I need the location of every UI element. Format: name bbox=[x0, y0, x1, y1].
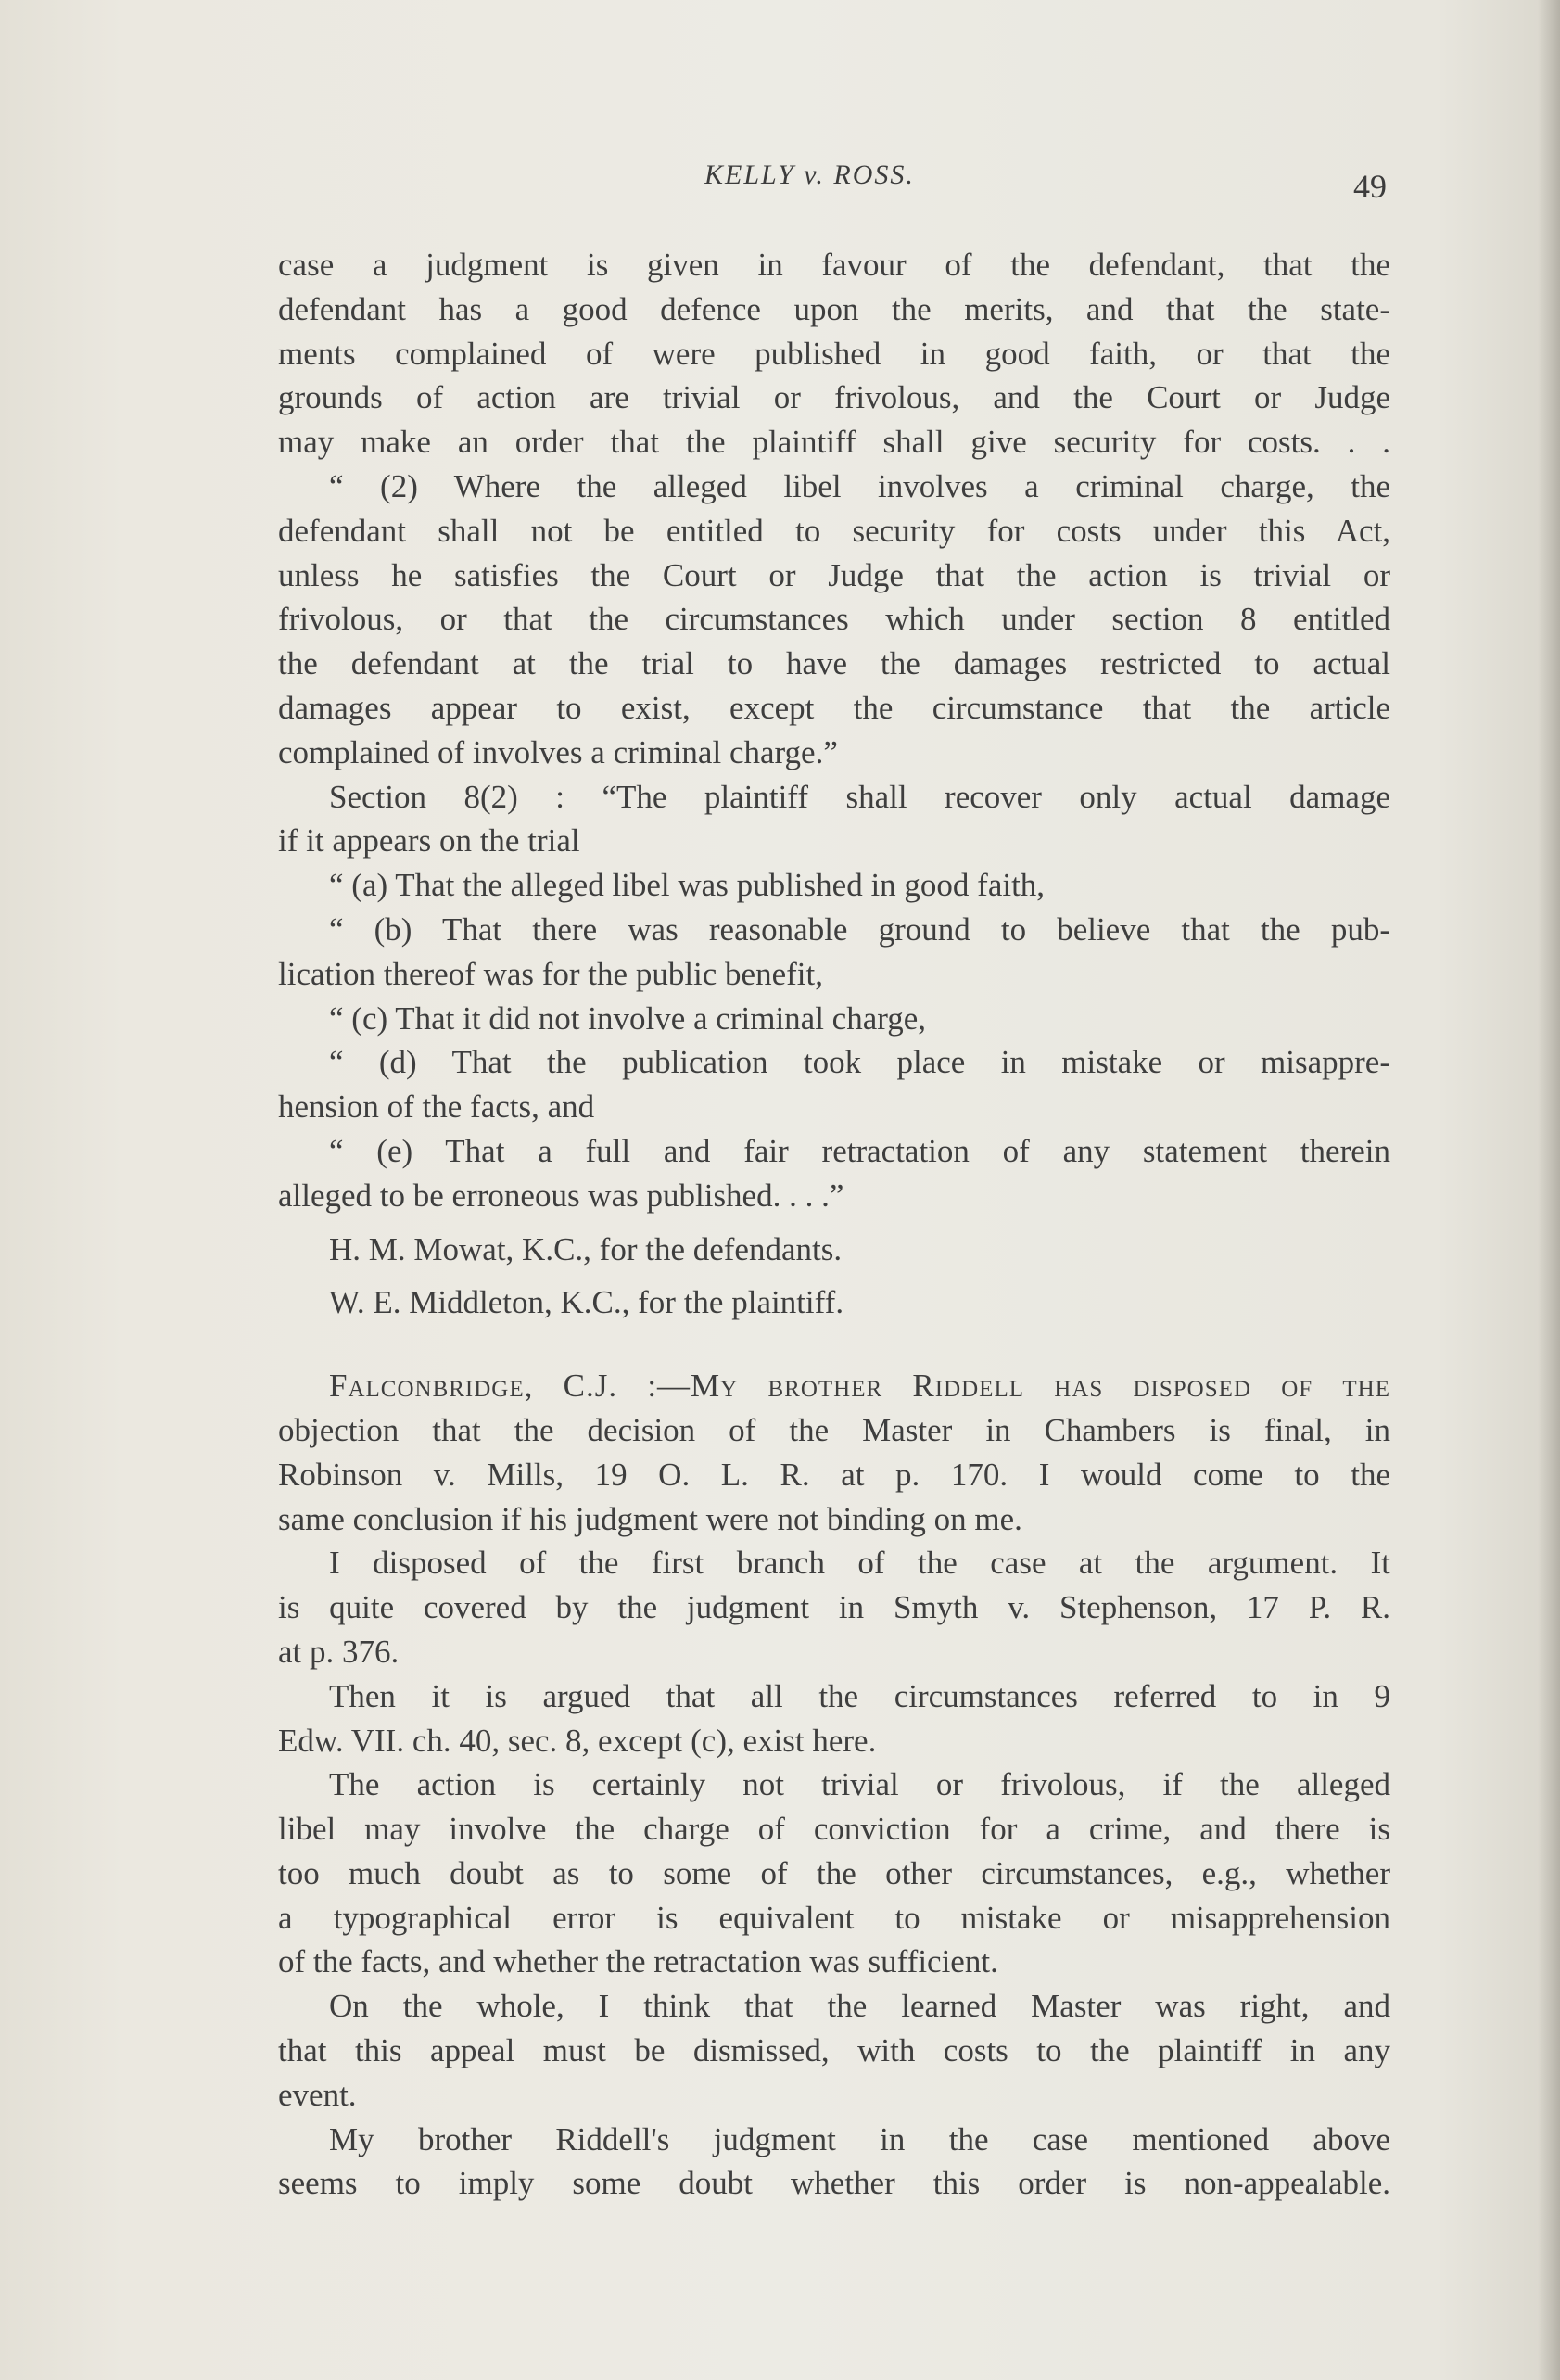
text-line: case a judgment is given in favour of the defendant, that the bbox=[278, 247, 1390, 283]
text-line: defendant shall not be entitled to security for costs under this Act, bbox=[278, 512, 1390, 549]
text-line: the defendant at the trial to have the damages restricted to actual bbox=[278, 645, 1390, 682]
text-line: My brother Riddell's judgment in the case mentioned above bbox=[329, 2120, 1390, 2157]
text-line: complained of involves a criminal charge.” bbox=[278, 733, 838, 770]
text-line: “ (c) That it did not involve a criminal charge, bbox=[329, 999, 927, 1037]
text-line: “ (d) That the publication took place in mistake or misappre- bbox=[329, 1044, 1390, 1081]
page-header bbox=[278, 148, 1390, 204]
text-line: lication thereof was for the public benefit, bbox=[278, 955, 823, 992]
text-line: alleged to be erroneous was published. . . .” bbox=[278, 1177, 844, 1214]
text-line: hension of the facts, and bbox=[278, 1088, 595, 1126]
text-line: same conclusion if his judgment were not binding on me. bbox=[278, 1500, 1022, 1537]
text-line: a typographical error is equivalent to mistake or misapprehension bbox=[278, 1899, 1390, 1936]
text-line: may make an order that the plaintiff shall give security for costs. . . bbox=[278, 424, 1390, 461]
judgment-opening-line bbox=[278, 1364, 1390, 1408]
text-line: at p. 376. bbox=[278, 1633, 400, 1670]
text-line: “ (b) That there was reasonable ground to believe that the pub- bbox=[329, 910, 1390, 948]
text-line: frivolous, or that the circumstances which under section 8 entitled bbox=[278, 601, 1390, 638]
text-line: libel may involve the charge of conviction for a crime, and there is bbox=[278, 1811, 1390, 1848]
text-line: I disposed of the first branch of the case at the argument. It bbox=[329, 1545, 1390, 1582]
text-line: defendant has a good defence upon the merits, and that the state- bbox=[278, 290, 1390, 327]
text-line: Edw. VII. ch. 40, sec. 8, except (c), exist here. bbox=[278, 1722, 877, 1759]
text-line: objection that the decision of the Master in Chambers is final, in bbox=[278, 1411, 1390, 1448]
page-body bbox=[278, 243, 1390, 2206]
text-line: grounds of action are trivial or frivolous, and the Court or Judge bbox=[278, 379, 1390, 416]
text-line: ments complained of were published in good faith, or that the bbox=[278, 335, 1390, 372]
text-line: Robinson v. Mills, 19 O. L. R. at p. 170. I would come to the bbox=[278, 1456, 1390, 1493]
running-head: KELLY v. ROSS. bbox=[704, 159, 915, 190]
page-number: 49 bbox=[1353, 168, 1387, 205]
text-line: The action is certainly not trivial or frivolous, if the alleged bbox=[329, 1766, 1390, 1803]
text-line: of the facts, and whether the retractation was sufficient. bbox=[278, 1943, 998, 1980]
page-edge-shadow bbox=[1538, 0, 1560, 2380]
text-line: “ (2) Where the alleged libel involves a criminal charge, the bbox=[329, 467, 1390, 504]
text-line: Falconbridge, C.J. :—My brother Riddell has disposed of the bbox=[329, 1368, 1390, 1405]
counsel-line: W. E. Middleton, K.C., for the plaintiff. bbox=[329, 1284, 844, 1321]
text-line: Then it is argued that all the circumstances referred to in 9 bbox=[329, 1677, 1390, 1714]
text-line: unless he satisfies the Court or Judge that the action is trivial or bbox=[278, 556, 1390, 593]
text-line: Section 8(2) : “The plaintiff shall recover only actual damage bbox=[329, 778, 1390, 815]
text-line: damages appear to exist, except the circumstance that the article bbox=[278, 689, 1390, 726]
text-line: that this appeal must be dismissed, with costs to the plaintiff in any bbox=[278, 2032, 1390, 2069]
text-line: too much doubt as to some of the other circumstances, e.g., whether bbox=[278, 1854, 1390, 1891]
text-line: is quite covered by the judgment in Smyth v. Stephenson, 17 P. R. bbox=[278, 1589, 1390, 1626]
text-line: On the whole, I think that the learned Master was right, and bbox=[329, 1988, 1390, 2025]
counsel-line: H. M. Mowat, K.C., for the defendants. bbox=[329, 1230, 843, 1267]
text-line: if it appears on the trial bbox=[278, 822, 580, 859]
text-line: “ (e) That a full and fair retractation of any statement therein bbox=[329, 1132, 1390, 1169]
text-line: “ (a) That the alleged libel was published in good faith, bbox=[329, 867, 1046, 904]
text-line: seems to imply some doubt whether this order is non-appealable. bbox=[278, 2165, 1390, 2202]
text-line: event. bbox=[278, 2076, 357, 2113]
